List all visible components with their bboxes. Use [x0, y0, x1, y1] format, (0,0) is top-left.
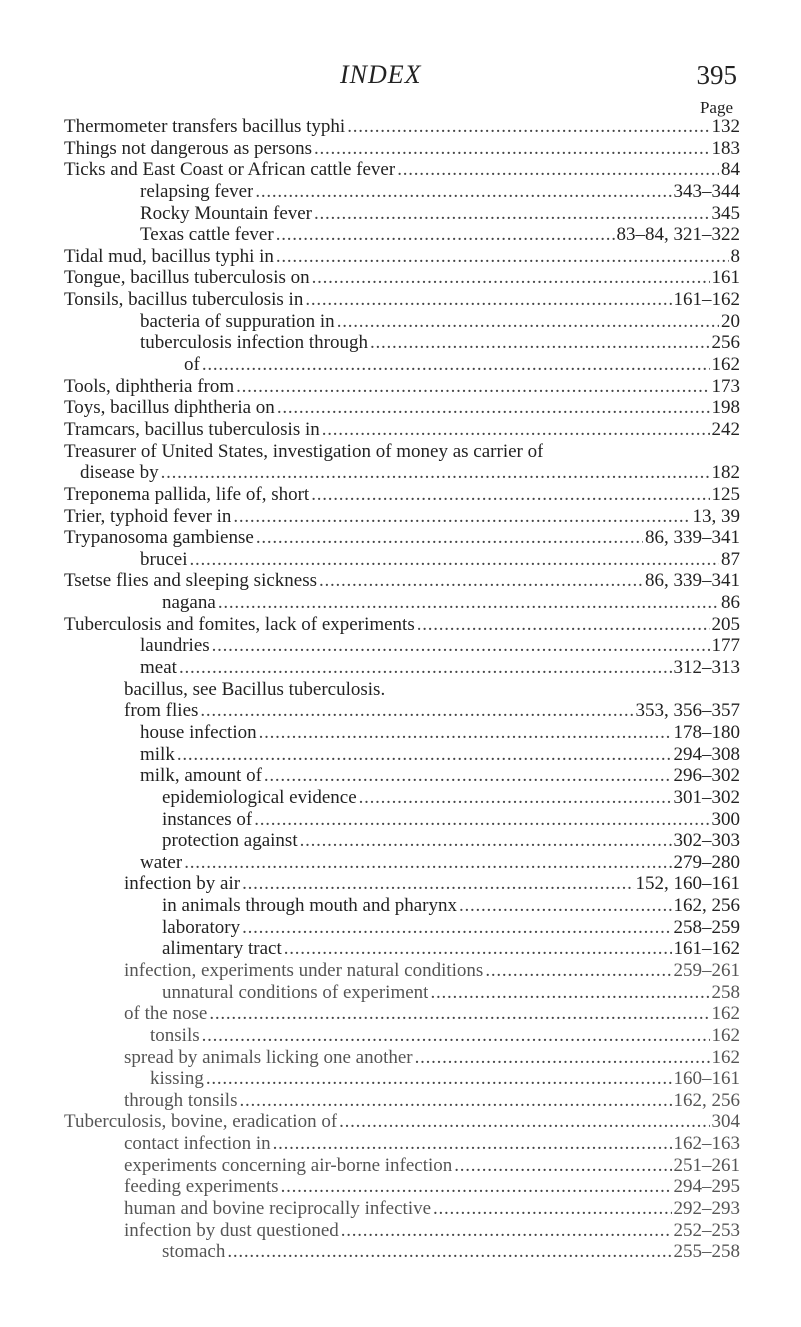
- index-entry: [64, 787, 740, 809]
- index-entry: [64, 1155, 740, 1177]
- dot-leader: [339, 1111, 709, 1133]
- dot-leader: [177, 744, 672, 766]
- dot-leader: [259, 722, 672, 744]
- dot-leader: [242, 873, 633, 895]
- dot-leader: [312, 267, 710, 289]
- entry-page: 132: [711, 116, 740, 137]
- dot-leader: [254, 809, 709, 831]
- entry-page: 8: [730, 245, 740, 267]
- entry-page: 279–280: [673, 851, 740, 873]
- index-entry: [64, 441, 740, 463]
- index-entry: [64, 1003, 740, 1025]
- dot-leader: [202, 1025, 710, 1047]
- entry-text: laboratory: [162, 916, 241, 938]
- entry-text: Tidal mud, bacillus typhi in: [64, 245, 274, 267]
- entry-text: Tramcars, bacillus tuberculosis in: [64, 418, 320, 440]
- running-title: INDEX: [340, 60, 422, 89]
- index-entry: [64, 1047, 740, 1069]
- entry-text: Tuberculosis and fomites, lack of experiments: [64, 613, 415, 635]
- entry-text: of the nose: [124, 1003, 208, 1025]
- index-entry: [64, 635, 740, 657]
- entry-page: 304: [711, 1111, 740, 1133]
- page-header: [0, 60, 801, 90]
- index-entry: [64, 809, 740, 831]
- dot-leader: [202, 354, 710, 376]
- index-entry: [64, 679, 740, 701]
- entry-text: meat: [140, 657, 177, 679]
- index-entry: [64, 873, 740, 895]
- entry-page: 20: [721, 310, 740, 332]
- entry-text: infection, experiments under natural conditions: [124, 959, 484, 981]
- index-entry: [64, 267, 740, 289]
- dot-leader: [454, 1155, 671, 1177]
- dot-leader: [236, 376, 709, 398]
- entry-text: Treasurer of United States, investigation of money as carrier of: [64, 440, 544, 462]
- index-entry: [64, 592, 740, 614]
- entry-text: Trier, typhoid fever in: [64, 505, 232, 527]
- index-entry: [64, 895, 740, 917]
- dot-leader: [459, 895, 672, 917]
- dot-leader: [319, 570, 643, 592]
- entry-page: 86, 339–341: [645, 527, 740, 549]
- entry-text: Things not dangerous as persons: [64, 137, 313, 159]
- entry-page: 256: [711, 332, 740, 354]
- entry-page: 198: [711, 397, 740, 419]
- entry-page: 312–313: [673, 657, 740, 679]
- entry-page: 173: [711, 375, 740, 397]
- dot-leader: [179, 657, 672, 679]
- entry-page: 302–303: [673, 830, 740, 852]
- dot-leader: [277, 397, 710, 419]
- entry-page: 83–84, 321–322: [616, 224, 740, 246]
- entry-page: 252–253: [673, 1219, 740, 1241]
- entry-text: Rocky Mountain fever: [140, 202, 313, 224]
- entry-text: bacillus, see Bacillus tuberculosis.: [124, 678, 386, 700]
- entry-page: 258–259: [673, 916, 740, 938]
- dot-leader: [305, 289, 671, 311]
- index-entry: [64, 657, 740, 679]
- index-entry: [64, 203, 740, 225]
- dot-leader: [314, 203, 709, 225]
- entry-text: experiments concerning air-borne infection: [124, 1154, 453, 1176]
- entry-text: of: [184, 354, 200, 376]
- entry-page: 161–162: [673, 289, 740, 311]
- entry-page: 162: [711, 354, 740, 376]
- entry-page: 162: [711, 1003, 740, 1025]
- index-entry: [64, 116, 740, 138]
- index-entry: [64, 138, 740, 160]
- dot-leader: [189, 549, 719, 571]
- entry-page: 178–180: [673, 721, 740, 743]
- index-entry: [64, 700, 740, 722]
- index-entry: [64, 938, 740, 960]
- index-entry: [64, 1198, 740, 1220]
- entry-text: unnatural conditions of experiment: [162, 981, 429, 1003]
- index-entry: [64, 224, 740, 246]
- entry-text: spread by animals licking one another: [124, 1046, 413, 1068]
- index-entry: [64, 960, 740, 982]
- index-entry: [64, 311, 740, 333]
- dot-leader: [161, 462, 710, 484]
- index-entry: [64, 722, 740, 744]
- dot-leader: [227, 1241, 671, 1263]
- entry-text: from flies: [124, 700, 199, 722]
- entry-text: in animals through mouth and pharynx: [162, 895, 457, 917]
- index-entry: [64, 1025, 740, 1047]
- entry-text: contact infection in: [124, 1133, 271, 1155]
- entry-page: 162: [711, 1024, 740, 1046]
- entry-page: 183: [711, 137, 740, 159]
- dot-leader: [433, 1198, 671, 1220]
- entry-page: 161–162: [673, 938, 740, 960]
- entry-page: 255–258: [673, 1241, 740, 1263]
- dot-leader: [337, 311, 719, 333]
- entry-text: feeding experiments: [124, 1176, 279, 1198]
- entry-page: 162–163: [673, 1133, 740, 1155]
- dot-leader: [184, 852, 671, 874]
- entry-page: 345: [711, 202, 740, 224]
- entry-text: epidemiological evidence: [162, 786, 357, 808]
- index-entry: [64, 1090, 740, 1112]
- entry-page: 259–261: [673, 959, 740, 981]
- dot-leader: [415, 1047, 710, 1069]
- entry-page: 294–308: [673, 743, 740, 765]
- index-entry: [64, 484, 740, 506]
- dot-leader: [255, 181, 671, 203]
- entry-text: Treponema pallida, life of, short: [64, 483, 310, 505]
- entry-text: Tongue, bacillus tuberculosis on: [64, 267, 310, 289]
- dot-leader: [209, 1003, 709, 1025]
- dot-leader: [273, 1133, 672, 1155]
- entry-text: milk, amount of: [140, 765, 262, 787]
- index-entry: [64, 289, 740, 311]
- index-entry: [64, 332, 740, 354]
- index-entry: [64, 1111, 740, 1133]
- entry-text: nagana: [162, 592, 216, 614]
- entry-page: 161: [711, 267, 740, 289]
- index-entry: [64, 1241, 740, 1263]
- index-entry: [64, 917, 740, 939]
- entry-page: 84: [721, 159, 740, 181]
- entry-text: Tonsils, bacillus tuberculosis in: [64, 289, 304, 311]
- entry-text: Texas cattle fever: [140, 224, 274, 246]
- entry-page: 292–293: [673, 1198, 740, 1220]
- entry-text: through tonsils: [124, 1089, 238, 1111]
- index-entry: [64, 1176, 740, 1198]
- dot-leader: [341, 1220, 672, 1242]
- entry-page: 177: [711, 635, 740, 657]
- index-entry: [64, 614, 740, 636]
- entry-text: water: [140, 851, 183, 873]
- entry-text: laundries: [140, 635, 210, 657]
- entry-page: 162, 256: [673, 895, 740, 917]
- index-entry: [64, 462, 740, 484]
- dot-leader: [242, 917, 671, 939]
- page-number: 395: [696, 60, 737, 90]
- index-entries: [64, 116, 740, 1263]
- entry-text: Tsetse flies and sleeping sickness: [64, 570, 318, 592]
- dot-leader: [264, 765, 672, 787]
- dot-leader: [256, 527, 643, 549]
- dot-leader: [397, 159, 719, 181]
- index-entry: [64, 765, 740, 787]
- entry-page: 13, 39: [692, 505, 740, 527]
- index-entry: [64, 852, 740, 874]
- index-entry: [64, 246, 740, 268]
- index-entry: [64, 376, 740, 398]
- index-entry: [64, 159, 740, 181]
- dot-leader: [370, 332, 710, 354]
- entry-text: stomach: [162, 1241, 226, 1263]
- entry-text: Thermometer transfers bacillus typhi: [64, 116, 346, 137]
- entry-text: kissing: [150, 1068, 204, 1090]
- entry-page: 160–161: [673, 1068, 740, 1090]
- index-entry: [64, 419, 740, 441]
- dot-leader: [485, 960, 671, 982]
- entry-page: 294–295: [673, 1176, 740, 1198]
- entry-text: brucei: [140, 548, 188, 570]
- entry-page: 162: [711, 1046, 740, 1068]
- dot-leader: [347, 116, 709, 138]
- entry-text: infection by dust questioned: [124, 1219, 339, 1241]
- entry-text: human and bovine reciprocally infective: [124, 1198, 432, 1220]
- dot-leader: [212, 635, 710, 657]
- entry-page: 205: [711, 613, 740, 635]
- dot-leader: [281, 1176, 672, 1198]
- entry-page: 242: [711, 418, 740, 440]
- dot-leader: [218, 592, 719, 614]
- index-entry: [64, 506, 740, 528]
- dot-leader: [322, 419, 710, 441]
- entry-page: 300: [711, 808, 740, 830]
- entry-text: protection against: [162, 830, 298, 852]
- index-entry: [64, 570, 740, 592]
- index-entry: [64, 982, 740, 1004]
- index-entry: [64, 744, 740, 766]
- dot-leader: [233, 506, 690, 528]
- entry-text: Ticks and East Coast or African cattle fever: [64, 159, 396, 181]
- index-entry: [64, 397, 740, 419]
- dot-leader: [359, 787, 672, 809]
- entry-page: 162, 256: [673, 1089, 740, 1111]
- entry-page: 86: [721, 592, 740, 614]
- entry-page: 353, 356–357: [635, 700, 740, 722]
- entry-text: tuberculosis infection through: [140, 332, 368, 354]
- entry-page: 86, 339–341: [645, 570, 740, 592]
- entry-text: disease by: [80, 462, 159, 484]
- entry-page: 258: [711, 981, 740, 1003]
- index-entry: [64, 1220, 740, 1242]
- entry-text: Toys, bacillus diphtheria on: [64, 397, 275, 419]
- dot-leader: [239, 1090, 671, 1112]
- index-entry: [64, 830, 740, 852]
- index-entry: [64, 549, 740, 571]
- dot-leader: [276, 246, 729, 268]
- index-entry: [64, 1133, 740, 1155]
- column-heading: Page: [699, 98, 733, 117]
- entry-text: instances of: [162, 808, 253, 830]
- entry-text: Tools, diphtheria from: [64, 375, 235, 397]
- entry-page: 152, 160–161: [635, 873, 740, 895]
- dot-leader: [200, 700, 633, 722]
- index-entry: [64, 1068, 740, 1090]
- entry-page: 296–302: [673, 765, 740, 787]
- entry-text: Tuberculosis, bovine, eradication of: [64, 1111, 338, 1133]
- dot-leader: [417, 614, 710, 636]
- entry-page: 87: [721, 548, 740, 570]
- dot-leader: [284, 938, 672, 960]
- dot-leader: [276, 224, 615, 246]
- entry-page: 125: [711, 483, 740, 505]
- entry-text: milk: [140, 743, 175, 765]
- entry-page: 301–302: [673, 786, 740, 808]
- entry-text: bacteria of suppuration in: [140, 310, 335, 332]
- index-entry: [64, 181, 740, 203]
- entry-text: Trypanosoma gambiense: [64, 527, 254, 549]
- entry-text: alimentary tract: [162, 938, 282, 960]
- index-entry: [64, 354, 740, 376]
- entry-page: 251–261: [673, 1154, 740, 1176]
- dot-leader: [430, 982, 709, 1004]
- entry-text: tonsils: [150, 1024, 200, 1046]
- entry-text: relapsing fever: [140, 180, 254, 202]
- dot-leader: [314, 138, 709, 160]
- entry-page: 182: [711, 462, 740, 484]
- dot-leader: [206, 1068, 672, 1090]
- index-entry: [64, 527, 740, 549]
- entry-text: house infection: [140, 721, 257, 743]
- entry-page: 343–344: [673, 180, 740, 202]
- dot-leader: [311, 484, 709, 506]
- dot-leader: [300, 830, 672, 852]
- entry-text: infection by air: [124, 873, 241, 895]
